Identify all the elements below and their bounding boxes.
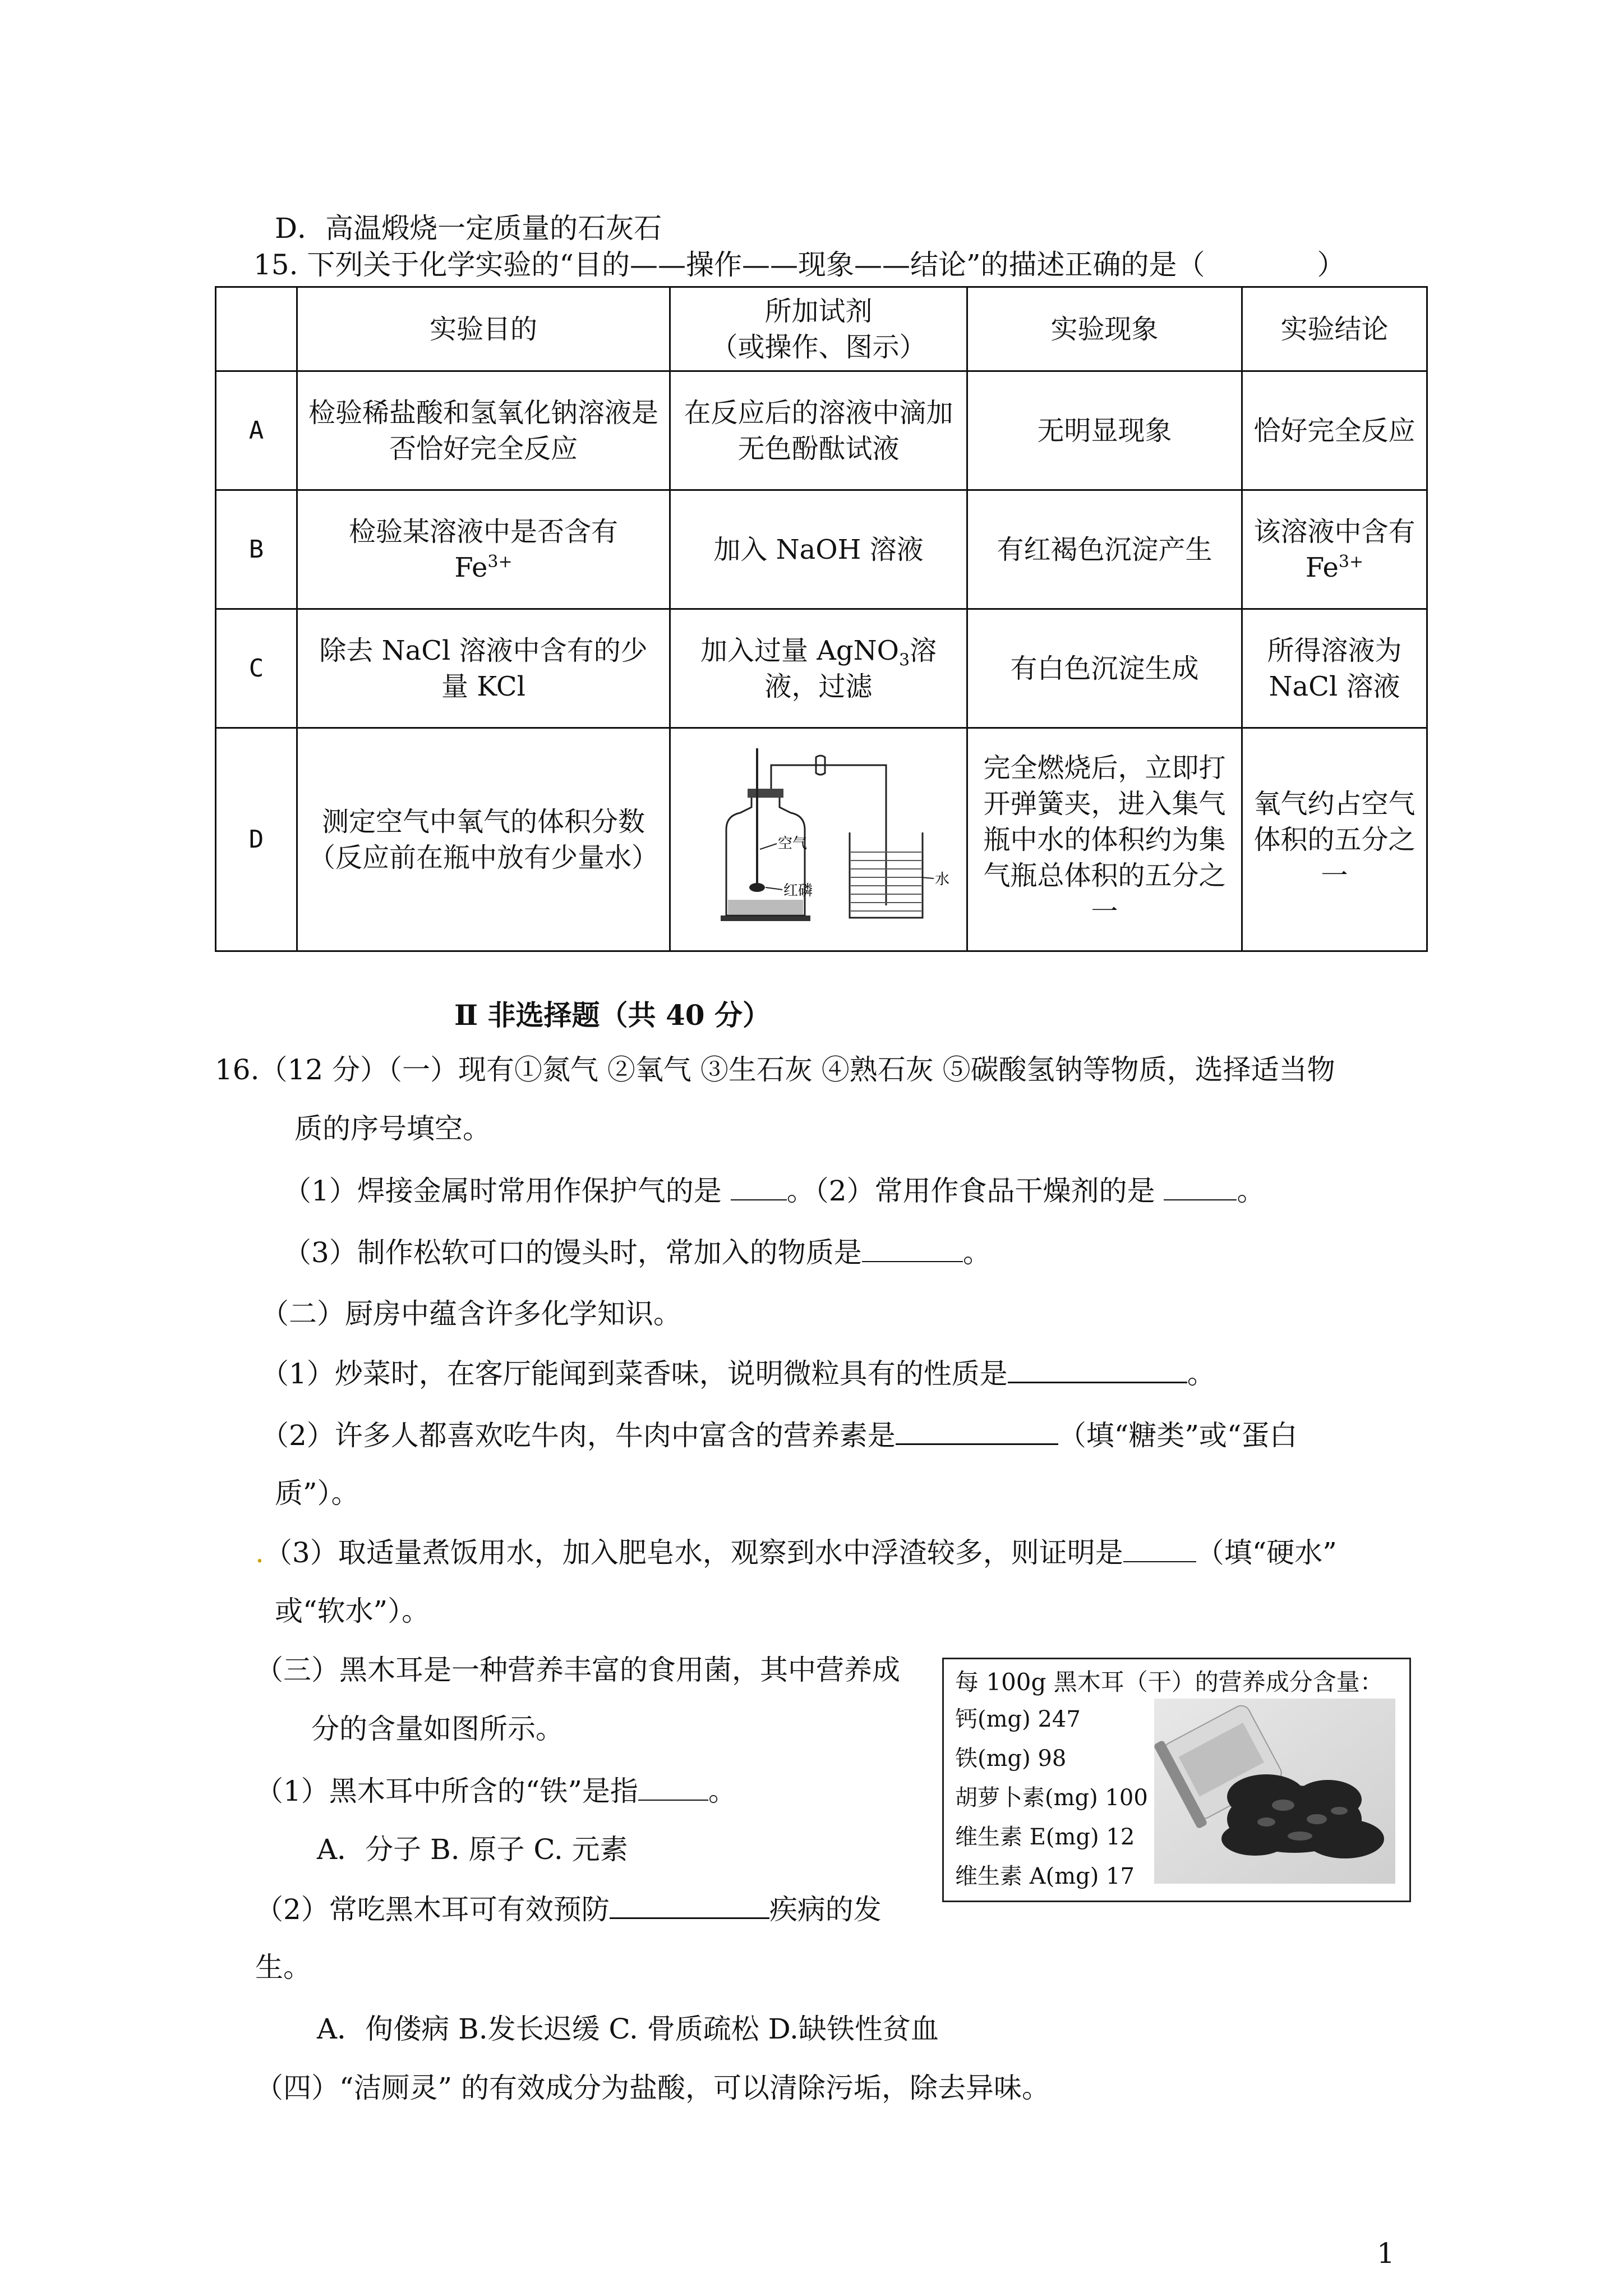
header-reagent [670, 287, 967, 371]
q16-intro-line2: 质的序号填空。 [294, 1112, 491, 1145]
header-phenomenon: 实验现象 [967, 287, 1242, 371]
header-empty [216, 287, 297, 371]
nutrient-item: 维生素 E(mg) 12 [955, 1824, 1135, 1850]
row-a-conclusion: 恰好完全反应 [1242, 371, 1427, 490]
q16-part3-line [283, 1234, 991, 1271]
header-reagent-line1: 所加试剂 [764, 295, 873, 327]
part3-q1-end: 。 [708, 1775, 736, 1807]
part2-q2-cont: 质”）。 [275, 1477, 359, 1510]
row-d-diagram-cell [670, 728, 967, 951]
row-b-phenomenon: 有红褐色沉淀产生 [967, 490, 1242, 609]
table-row [216, 728, 1427, 951]
section-title: Ⅱ 非选择题（共 40 分） [454, 999, 771, 1032]
q16-intro-line1: 16.（12 分）（一）现有①氮气 ②氧气 ③生石灰 ④熟石灰 ⑤碳酸氢钠等物质，选择适当物 [215, 1053, 1335, 1086]
row-c-purpose: 除去 NaCl 溶液中含有的少量 KCl [297, 609, 670, 728]
header-purpose: 实验目的 [297, 287, 670, 371]
q16-1-text: （1）焊接金属时常用作保护气的是 [283, 1175, 731, 1207]
nutrient-item: 钙(mg) 247 [955, 1706, 1081, 1732]
row-b-conclusion [1242, 490, 1427, 609]
part3-q2-cont: 疾病的发 [769, 1893, 882, 1926]
part2-title: （二）厨房中蕴含许多化学知识。 [261, 1297, 681, 1330]
part4-text: （四）“洁厕灵” 的有效成分为盐酸，可以清除污垢，除去异味。 [255, 2072, 1050, 2104]
answer-blank-5[interactable] [896, 1416, 1058, 1445]
header-reagent-line2: （或操作、图示） [711, 331, 926, 363]
q16-3-end: 。 [962, 1236, 991, 1269]
nutrient-item: 铁(mg) 98 [955, 1746, 1067, 1772]
part2-q1-end: 。 [1187, 1358, 1215, 1390]
row-label-d: D [216, 728, 297, 951]
table-row [216, 609, 1427, 728]
part2-q3-hint: （填“硬水” [1196, 1536, 1337, 1569]
row-label-b: B [216, 490, 297, 609]
q16-2-text: 。（2）常用作食品干燥剂的是 [786, 1175, 1164, 1207]
row-c-reagent [670, 609, 967, 728]
answer-blank-1[interactable] [731, 1172, 787, 1200]
row-d-conclusion: 氧气约占空气体积的五分之一 [1242, 728, 1427, 951]
table-row [216, 371, 1427, 490]
row-b-purpose [297, 490, 670, 609]
answer-blank-6[interactable] [1123, 1534, 1196, 1562]
row-b-ion: Fe [454, 551, 488, 583]
row-d-purpose: 测定空气中氧气的体积分数（反应前在瓶中放有少量水） [297, 728, 670, 951]
row-c-conclusion: 所得溶液为 NaCl 溶液 [1242, 609, 1427, 728]
part2-q2-text: （2）许多人都喜欢吃牛肉，牛肉中富含的营养素是 [261, 1419, 896, 1452]
label-air: 空气 [777, 835, 807, 852]
answer-blank-2[interactable] [1164, 1172, 1237, 1200]
black-fungus-photo [1154, 1699, 1395, 1884]
option-d-line: D．高温煅烧一定质量的石灰石 [275, 212, 662, 245]
stray-dot: . [255, 1536, 264, 1569]
page-number: 1 [1377, 2237, 1395, 2270]
nutrient-item: 胡萝卜素(mg) 100 [955, 1785, 1148, 1811]
row-b-reagent: 加入 NaOH 溶液 [670, 490, 967, 609]
nutrient-item: 维生素 A(mg) 17 [955, 1864, 1135, 1889]
row-b-conclusion-text: 该溶液中含有 Fe [1253, 516, 1415, 583]
part3-q2-text: （2）常吃黑木耳可有效预防 [255, 1893, 610, 1926]
row-a-reagent: 在反应后的溶液中滴加无色酚酞试液 [670, 371, 967, 490]
part2-q2-line [261, 1416, 1298, 1453]
part2-q2-hint: （填“糖类”或“蛋白 [1058, 1419, 1298, 1452]
answer-blank-3[interactable] [862, 1234, 963, 1262]
answer-blank-4[interactable] [1008, 1355, 1187, 1383]
row-label-a: A [216, 371, 297, 490]
answer-blank-8[interactable] [610, 1890, 769, 1919]
part3-q1-text: （1）黑木耳中所含的“铁”是指 [255, 1775, 638, 1807]
q15-close: ） [1317, 249, 1345, 281]
label-red-phosphorus: 红磷 [783, 882, 813, 899]
q15-prompt [253, 247, 1345, 283]
apparatus-diagram [687, 737, 951, 933]
part2-q3-line [255, 1534, 1337, 1571]
experiment-table [215, 286, 1428, 952]
row-a-phenomenon: 无明显现象 [967, 371, 1242, 490]
part2-q1-line [261, 1355, 1215, 1392]
row-c-phenomenon: 有白色沉淀生成 [967, 609, 1242, 728]
q16-part1-line [283, 1172, 1265, 1209]
row-b-purpose-text: 检验某溶液中是否含有 [348, 516, 618, 547]
part3-q1-options: A．分子 B. 原子 C. 元素 [317, 1833, 628, 1866]
answer-blank-7[interactable] [638, 1773, 708, 1801]
label-water: 水 [934, 871, 949, 888]
part3-q2-options: A．佝偻病 B.发长迟缓 C. 骨质疏松 D.缺铁性贫血 [317, 2013, 939, 2045]
nutrition-heading: 每 100g 黑木耳（干）的营养成分含量： [955, 1668, 1384, 1696]
row-b-conclusion-charge: 3+ [1338, 551, 1364, 572]
part3-q2-cont2: 生。 [255, 1951, 311, 1984]
table-header-row [216, 287, 1427, 371]
part3-q1-line [255, 1773, 736, 1809]
header-conclusion: 实验结论 [1242, 287, 1427, 371]
part2-q3-text: （3）取适量煮饭用水，加入肥皂水，观察到水中浮渣较多，则证明是 [264, 1536, 1123, 1569]
row-label-c: C [216, 609, 297, 728]
q16-3-text: （3）制作松软可口的馒头时，常加入的物质是 [283, 1236, 862, 1269]
part3-line1: （三）黑木耳是一种营养丰富的食用菌，其中营养成 [255, 1654, 900, 1686]
q16-2-end: 。 [1237, 1175, 1265, 1207]
part3-q2-line [255, 1890, 882, 1927]
row-c-reagent-sub: 3 [898, 650, 910, 670]
part2-q3-cont: 或“软水”）。 [275, 1595, 430, 1627]
row-d-phenomenon: 完全燃烧后，立即打开弹簧夹，进入集气瓶中水的体积约为集气瓶总体积的五分之一 [967, 728, 1242, 951]
row-b-ion-charge: 3+ [487, 551, 513, 572]
part2-q1-text: （1）炒菜时，在客厅能闻到菜香味，说明微粒具有的性质是 [261, 1358, 1008, 1390]
nutrition-panel [942, 1658, 1411, 1902]
row-c-reagent-pre: 加入过量 AgNO [700, 634, 899, 666]
row-a-purpose: 检验稀盐酸和氢氧化钠溶液是否恰好完全反应 [297, 371, 670, 490]
row-c-reagent-post: 溶液，过滤 [764, 634, 937, 702]
part3-line2: 分的含量如图所示。 [311, 1713, 564, 1745]
table-row [216, 490, 1427, 609]
q15-prompt-text: 15. 下列关于化学实验的“目的——操作——现象——结论”的描述正确的是（ [253, 249, 1205, 281]
